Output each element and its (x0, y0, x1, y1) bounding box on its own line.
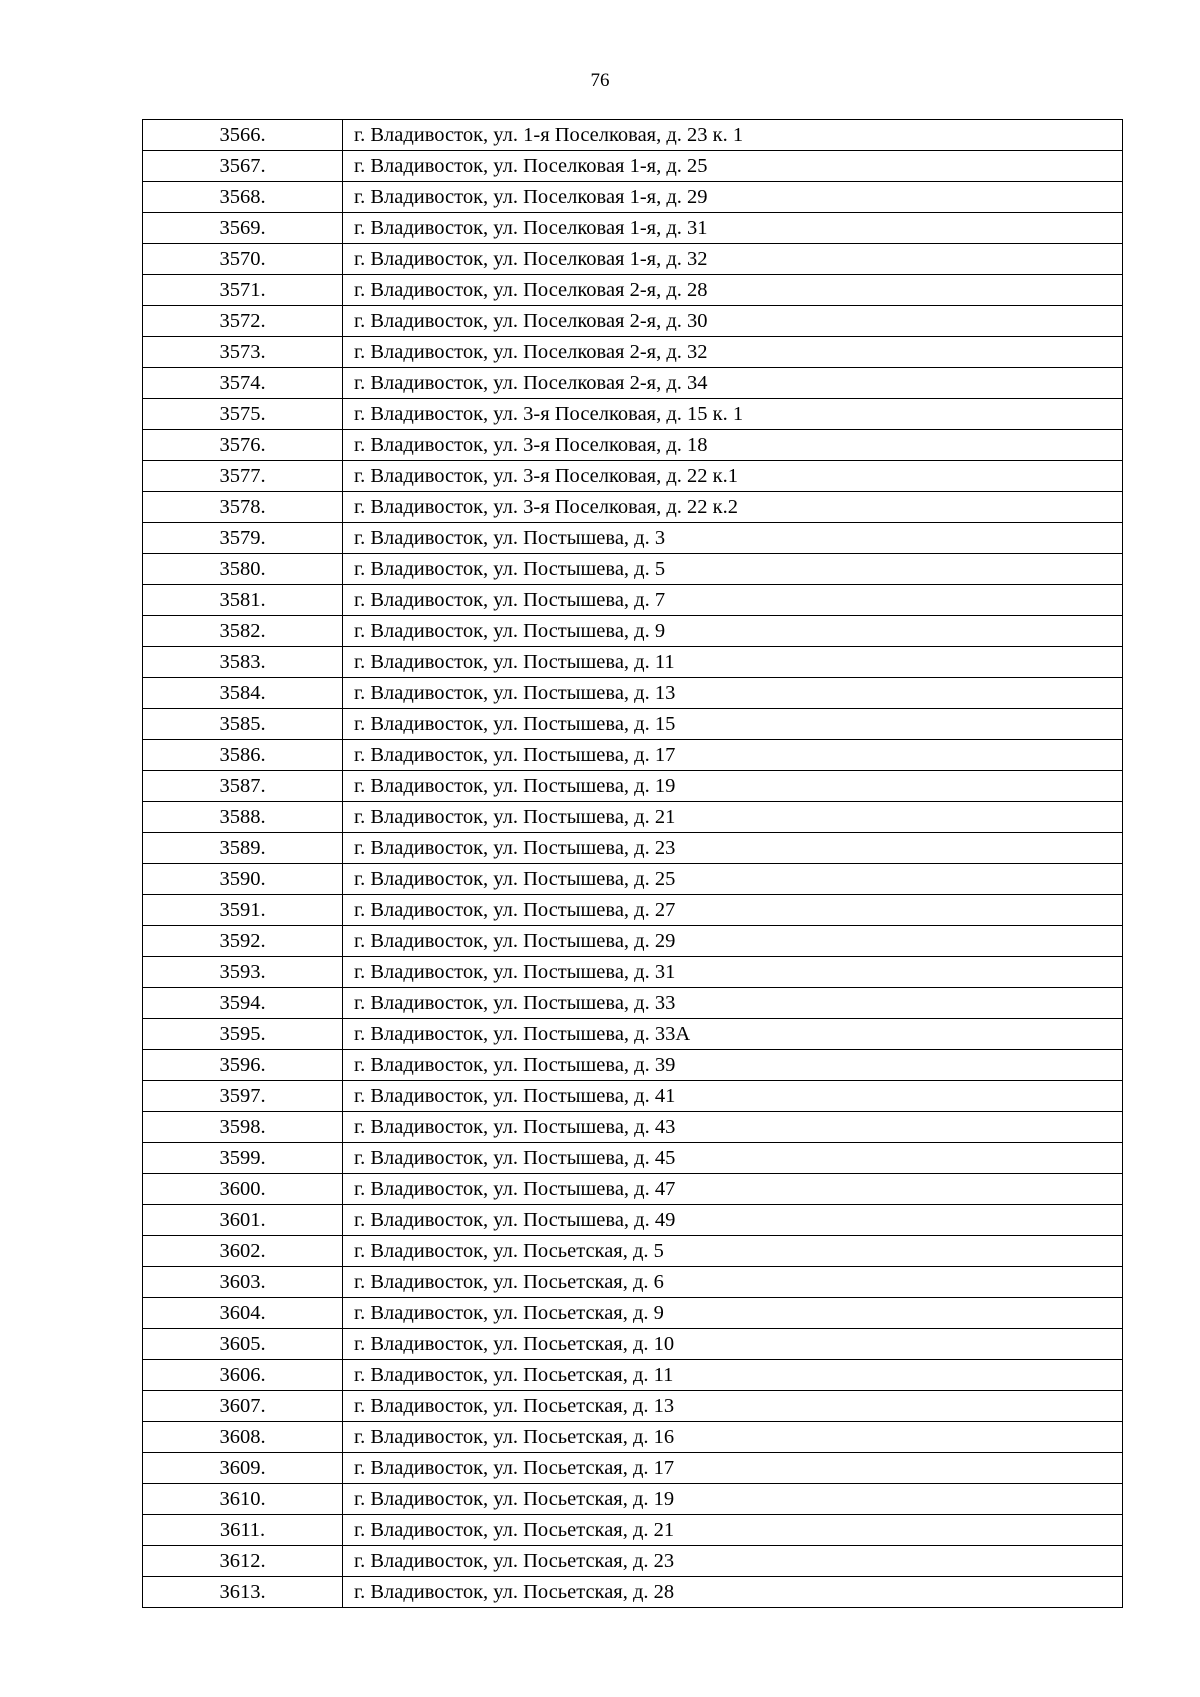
table-row (143, 1298, 1123, 1329)
row-number-cell: 3566. (143, 120, 343, 151)
address-cell: г. Владивосток, ул. Поселковая 1-я, д. 29 (343, 182, 1123, 213)
address-cell: г. Владивосток, ул. Посьетская, д. 13 (343, 1391, 1123, 1422)
row-number-cell: 3590. (143, 864, 343, 895)
row-number-cell: 3593. (143, 957, 343, 988)
row-number-cell: 3591. (143, 895, 343, 926)
table-row (143, 1546, 1123, 1577)
row-number-cell: 3595. (143, 1019, 343, 1050)
address-cell: г. Владивосток, ул. Поселковая 1-я, д. 25 (343, 151, 1123, 182)
table-row (143, 492, 1123, 523)
row-number-cell: 3602. (143, 1236, 343, 1267)
address-cell: г. Владивосток, ул. Посьетская, д. 21 (343, 1515, 1123, 1546)
table-row (143, 1236, 1123, 1267)
address-cell: г. Владивосток, ул. Постышева, д. 29 (343, 926, 1123, 957)
row-number-cell: 3579. (143, 523, 343, 554)
table-row (143, 554, 1123, 585)
row-number-cell: 3570. (143, 244, 343, 275)
address-cell: г. Владивосток, ул. Посьетская, д. 23 (343, 1546, 1123, 1577)
address-cell: г. Владивосток, ул. 3-я Поселковая, д. 22 к.2 (343, 492, 1123, 523)
row-number-cell: 3567. (143, 151, 343, 182)
address-cell: г. Владивосток, ул. Постышева, д. 19 (343, 771, 1123, 802)
row-number-cell: 3573. (143, 337, 343, 368)
row-number-cell: 3572. (143, 306, 343, 337)
table-row (143, 1360, 1123, 1391)
table-row (143, 182, 1123, 213)
address-cell: г. Владивосток, ул. Посьетская, д. 11 (343, 1360, 1123, 1391)
row-number-cell: 3568. (143, 182, 343, 213)
address-cell: г. Владивосток, ул. Постышева, д. 23 (343, 833, 1123, 864)
table-row (143, 213, 1123, 244)
row-number-cell: 3584. (143, 678, 343, 709)
address-table (142, 119, 1123, 1608)
row-number-cell: 3571. (143, 275, 343, 306)
table-row (143, 709, 1123, 740)
address-cell: г. Владивосток, ул. Постышева, д. 31 (343, 957, 1123, 988)
row-number-cell: 3575. (143, 399, 343, 430)
table-row (143, 957, 1123, 988)
address-cell: г. Владивосток, ул. Посьетская, д. 9 (343, 1298, 1123, 1329)
table-row (143, 151, 1123, 182)
table-row (143, 678, 1123, 709)
address-cell: г. Владивосток, ул. Поселковая 1-я, д. 31 (343, 213, 1123, 244)
row-number-cell: 3592. (143, 926, 343, 957)
table-row (143, 399, 1123, 430)
row-number-cell: 3608. (143, 1422, 343, 1453)
address-cell: г. Владивосток, ул. Постышева, д. 25 (343, 864, 1123, 895)
table-row (143, 895, 1123, 926)
address-cell: г. Владивосток, ул. Поселковая 2-я, д. 34 (343, 368, 1123, 399)
table-row (143, 1112, 1123, 1143)
row-number-cell: 3580. (143, 554, 343, 585)
row-number-cell: 3600. (143, 1174, 343, 1205)
row-number-cell: 3611. (143, 1515, 343, 1546)
row-number-cell: 3598. (143, 1112, 343, 1143)
row-number-cell: 3606. (143, 1360, 343, 1391)
table-row (143, 1453, 1123, 1484)
table-row (143, 430, 1123, 461)
address-cell: г. Владивосток, ул. Постышева, д. 45 (343, 1143, 1123, 1174)
row-number-cell: 3601. (143, 1205, 343, 1236)
table-row (143, 1391, 1123, 1422)
row-number-cell: 3604. (143, 1298, 343, 1329)
table-row (143, 275, 1123, 306)
table-row (143, 926, 1123, 957)
row-number-cell: 3583. (143, 647, 343, 678)
address-cell: г. Владивосток, ул. Поселковая 2-я, д. 30 (343, 306, 1123, 337)
table-row (143, 988, 1123, 1019)
table-row (143, 523, 1123, 554)
row-number-cell: 3587. (143, 771, 343, 802)
table-row (143, 833, 1123, 864)
address-cell: г. Владивосток, ул. Постышева, д. 43 (343, 1112, 1123, 1143)
table-row (143, 1019, 1123, 1050)
address-cell: г. Владивосток, ул. Постышева, д. 3 (343, 523, 1123, 554)
address-cell: г. Владивосток, ул. Посьетская, д. 19 (343, 1484, 1123, 1515)
address-cell: г. Владивосток, ул. Поселковая 2-я, д. 28 (343, 275, 1123, 306)
row-number-cell: 3613. (143, 1577, 343, 1608)
address-cell: г. Владивосток, ул. Постышева, д. 41 (343, 1081, 1123, 1112)
address-cell: г. Владивосток, ул. Посьетская, д. 6 (343, 1267, 1123, 1298)
row-number-cell: 3596. (143, 1050, 343, 1081)
table-row (143, 337, 1123, 368)
row-number-cell: 3589. (143, 833, 343, 864)
row-number-cell: 3605. (143, 1329, 343, 1360)
table-row (143, 1143, 1123, 1174)
table-row (143, 1484, 1123, 1515)
table-row (143, 647, 1123, 678)
row-number-cell: 3586. (143, 740, 343, 771)
row-number-cell: 3581. (143, 585, 343, 616)
table-row (143, 1267, 1123, 1298)
row-number-cell: 3612. (143, 1546, 343, 1577)
row-number-cell: 3594. (143, 988, 343, 1019)
table-row (143, 616, 1123, 647)
address-cell: г. Владивосток, ул. Постышева, д. 27 (343, 895, 1123, 926)
table-row (143, 368, 1123, 399)
address-cell: г. Владивосток, ул. 3-я Поселковая, д. 22 к.1 (343, 461, 1123, 492)
row-number-cell: 3577. (143, 461, 343, 492)
address-cell: г. Владивосток, ул. 3-я Поселковая, д. 18 (343, 430, 1123, 461)
table-row (143, 1050, 1123, 1081)
row-number-cell: 3578. (143, 492, 343, 523)
address-cell: г. Владивосток, ул. 1-я Поселковая, д. 23 к. 1 (343, 120, 1123, 151)
table-row (143, 461, 1123, 492)
address-cell: г. Владивосток, ул. Посьетская, д. 17 (343, 1453, 1123, 1484)
table-row (143, 1515, 1123, 1546)
table-row (143, 306, 1123, 337)
table-row (143, 585, 1123, 616)
row-number-cell: 3585. (143, 709, 343, 740)
row-number-cell: 3569. (143, 213, 343, 244)
table-row (143, 1174, 1123, 1205)
table-row (143, 864, 1123, 895)
table-row (143, 1205, 1123, 1236)
row-number-cell: 3597. (143, 1081, 343, 1112)
table-row (143, 244, 1123, 275)
table-row (143, 740, 1123, 771)
address-cell: г. Владивосток, ул. Постышева, д. 21 (343, 802, 1123, 833)
address-cell: г. Владивосток, ул. Постышева, д. 7 (343, 585, 1123, 616)
row-number-cell: 3610. (143, 1484, 343, 1515)
address-table-body (143, 120, 1123, 1608)
row-number-cell: 3582. (143, 616, 343, 647)
address-cell: г. Владивосток, ул. Постышева, д. 11 (343, 647, 1123, 678)
row-number-cell: 3576. (143, 430, 343, 461)
address-cell: г. Владивосток, ул. Посьетская, д. 28 (343, 1577, 1123, 1608)
address-cell: г. Владивосток, ул. Постышева, д. 17 (343, 740, 1123, 771)
table-row (143, 1422, 1123, 1453)
address-cell: г. Владивосток, ул. Постышева, д. 13 (343, 678, 1123, 709)
table-row (143, 120, 1123, 151)
row-number-cell: 3607. (143, 1391, 343, 1422)
address-cell: г. Владивосток, ул. Посьетская, д. 10 (343, 1329, 1123, 1360)
row-number-cell: 3609. (143, 1453, 343, 1484)
address-cell: г. Владивосток, ул. Посьетская, д. 5 (343, 1236, 1123, 1267)
address-cell: г. Владивосток, ул. Постышева, д. 49 (343, 1205, 1123, 1236)
row-number-cell: 3599. (143, 1143, 343, 1174)
address-cell: г. Владивосток, ул. Постышева, д. 5 (343, 554, 1123, 585)
address-cell: г. Владивосток, ул. Постышева, д. 39 (343, 1050, 1123, 1081)
row-number-cell: 3603. (143, 1267, 343, 1298)
address-cell: г. Владивосток, ул. Постышева, д. 33А (343, 1019, 1123, 1050)
table-row (143, 802, 1123, 833)
address-cell: г. Владивосток, ул. Поселковая 1-я, д. 32 (343, 244, 1123, 275)
address-cell: г. Владивосток, ул. Посьетская, д. 16 (343, 1422, 1123, 1453)
row-number-cell: 3574. (143, 368, 343, 399)
address-cell: г. Владивосток, ул. Постышева, д. 33 (343, 988, 1123, 1019)
table-row (143, 1329, 1123, 1360)
table-row (143, 1081, 1123, 1112)
address-cell: г. Владивосток, ул. Постышева, д. 9 (343, 616, 1123, 647)
address-cell: г. Владивосток, ул. Постышева, д. 15 (343, 709, 1123, 740)
address-cell: г. Владивосток, ул. Поселковая 2-я, д. 32 (343, 337, 1123, 368)
address-cell: г. Владивосток, ул. Постышева, д. 47 (343, 1174, 1123, 1205)
table-row (143, 771, 1123, 802)
page-number: 76 (590, 70, 610, 91)
table-row (143, 1577, 1123, 1608)
row-number-cell: 3588. (143, 802, 343, 833)
address-cell: г. Владивосток, ул. 3-я Поселковая, д. 15 к. 1 (343, 399, 1123, 430)
